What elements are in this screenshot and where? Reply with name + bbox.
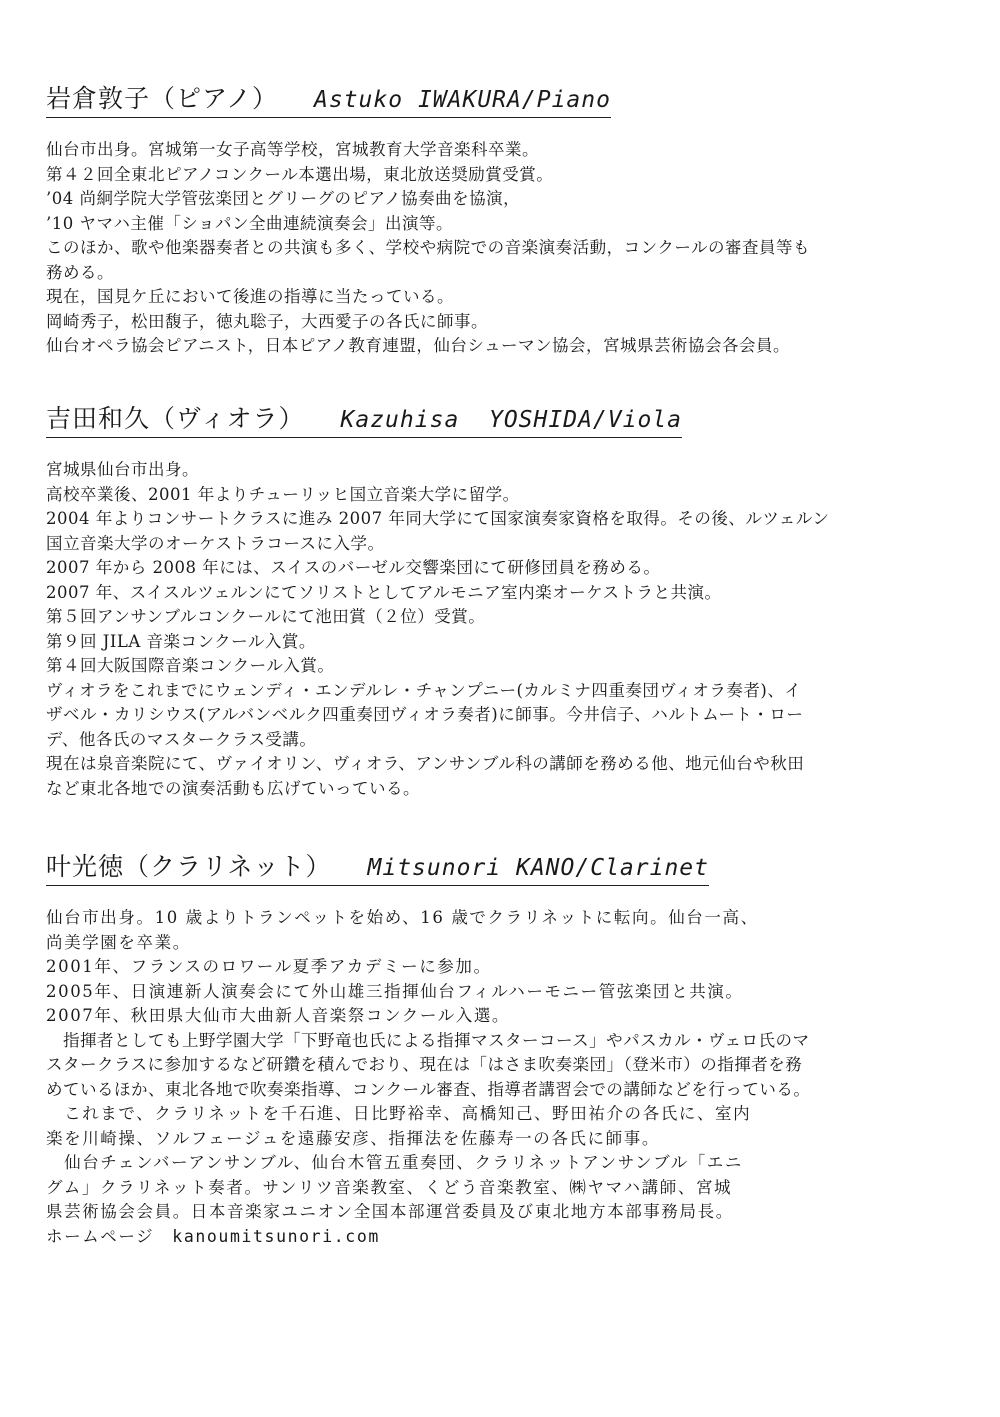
- profile-line: めているほか、東北各地で吹奏楽指導、コンクール審査、指導者講習会での講師などを行っている。: [46, 1079, 811, 1099]
- profile-line: など東北各地での演奏活動も広げていっている。: [46, 778, 420, 798]
- homepage-link[interactable]: kanoumitsunori.com: [172, 1226, 380, 1246]
- heading-english-name: Astuko IWAKURA/Piano: [314, 87, 611, 113]
- profile-line: 2004 年よりコンサートクラスに進み 2007 年同大学にて国家演奏家資格を取得。その後、ルツェルン: [46, 509, 830, 528]
- profile-line: グム」クラリネット奏者。サンリツ音楽教室、くどう音楽教室、㈱ヤマハ講師、宮城: [46, 1177, 733, 1197]
- profile-line: 仙台市出身。10 歳よりトランペットを始め、16 歳でクラリネットに転向。仙台一高、: [46, 908, 759, 927]
- profile-line: 指揮者としても上野学園大学「下野竜也氏による指揮マスターコース」やパスカル・ヴェロ氏のマ: [46, 1030, 810, 1050]
- profile-kano: [46, 852, 966, 1249]
- profile-line: 仙台市出身。宮城第一女子高等学校，宮城教育大学音楽科卒業。: [46, 140, 539, 159]
- homepage-line: [46, 1225, 966, 1250]
- profile-line: 2007年、秋田県大仙市大曲新人音楽祭コンクール入選。: [46, 1006, 511, 1025]
- profile-line: 岡崎秀子，松田馥子，徳丸聡子，大西愛子の各氏に師事。: [46, 311, 488, 331]
- profile-line: 県芸術協会会員。日本音楽家ユニオン全国本部運営委員及び東北地方本部事務局長。: [46, 1202, 734, 1221]
- profile-line: デ、他各氏のマスタークラス受講。: [46, 729, 317, 749]
- profile-line: ヴィオラをこれまでにウェンディ・エンデルレ・チャンプニー(カルミナ四重奏団ヴィオラ奏者)、イ: [46, 680, 802, 700]
- heading-japanese-name: 叶光徳（クラリネット）: [46, 852, 332, 881]
- section-heading: [46, 404, 682, 438]
- profile-line: 高校卒業後、2001 年よりチューリッヒ国立音楽大学に留学。: [46, 484, 520, 504]
- profile-line: ザベル・カリシウス(アルバンベルク四重奏団ヴィオラ奏者)に師事。今井信子、ハルトムート・ロー: [46, 705, 804, 724]
- profile-line: 第５回アンサンブルコンクールにて池田賞（２位）受賞。: [46, 607, 486, 626]
- profile-line: スタークラスに参加するなど研鑽を積んでおり、現在は「はさま吹奏楽団」（登米市）の指揮者を務: [46, 1055, 803, 1074]
- profile-line: 現在は泉音楽院にて、ヴァイオリン、ヴィオラ、アンサンブル科の講師を務める他、地元仙台や秋田: [46, 754, 805, 773]
- profile-text: [46, 458, 966, 801]
- heading-japanese-name: 岩倉敦子（ピアノ）: [46, 84, 279, 113]
- profile-line: 現在，国見ケ丘において後進の指導に当たっている。: [46, 287, 454, 306]
- profile-line: このほか、歌や他楽器奏者との共演も多く、学校や病院での音楽演奏活動，コンクールの審査員等も: [46, 238, 811, 257]
- section-heading: [46, 852, 709, 886]
- profile-line: 2007 年から 2008 年には、スイスのバーゼル交響楽団にて研修団員を務める。: [46, 558, 661, 577]
- profile-line: 尚美学園を卒業。: [46, 932, 191, 952]
- profile-line: 仙台オペラ協会ピアニスト，日本ピアノ教育連盟，仙台シューマン協会，宮城県芸術協会各会員。: [46, 336, 791, 355]
- profile-line: 国立音楽大学のオーケストラコースに入学。: [46, 533, 385, 553]
- profile-line: 2001年、フランスのロワール夏季アカデミーに参加。: [46, 957, 492, 976]
- profile-line: 仙台チェンバーアンサンブル、仙台木管五重奏団、クラリネットアンサンブル「エニ: [46, 1153, 743, 1172]
- profile-line: 2005年、日演連新人演奏会にて外山雄三指揮仙台フィルハーモニー管弦楽団と共演。: [46, 981, 744, 1001]
- profile-line: 楽を川崎操、ソルフェージュを遠藤安彦、指揮法を佐藤寿一の各氏に師事。: [46, 1128, 660, 1148]
- profile-line: 第９回 JILA 音楽コンクール入賞。: [46, 631, 316, 651]
- profile-line: 務める。: [46, 262, 114, 282]
- profile-line: 宮城県仙台市出身。: [46, 460, 199, 479]
- profile-line: これまで、クラリネットを千石進、日比野裕幸、高橋知己、野田祐介の各氏に、室内: [46, 1104, 752, 1123]
- profile-line: ’04 尚絅学院大学管弦楽団とグリーグのピアノ協奏曲を協演，: [46, 189, 521, 208]
- profile-yoshida: [46, 404, 966, 801]
- profile-line: 2007 年、スイスルツェルンにてソリストとしてアルモニア室内楽オーケストラと共演。: [46, 582, 722, 602]
- homepage-label: ホームページ: [46, 1226, 155, 1246]
- heading-english-name: Kazuhisa YOSHIDA/Viola: [340, 407, 683, 433]
- heading-english-name: Mitsunori KANO/Clarinet: [367, 855, 710, 881]
- profile-line: 第４２回全東北ピアノコンクール本選出場，東北放送奨励賞受賞。: [46, 164, 554, 184]
- profile-text: [46, 906, 966, 1249]
- profile-line: 第４回大阪国際音楽コンクール入賞。: [46, 656, 335, 675]
- section-heading: [46, 84, 611, 118]
- profile-iwakura: [46, 84, 966, 359]
- profile-line: ’10 ヤマハ主催「ショパン全曲連続演奏会」出演等。: [46, 213, 453, 233]
- profile-text: [46, 138, 966, 359]
- heading-japanese-name: 吉田和久（ヴィオラ）: [46, 404, 305, 433]
